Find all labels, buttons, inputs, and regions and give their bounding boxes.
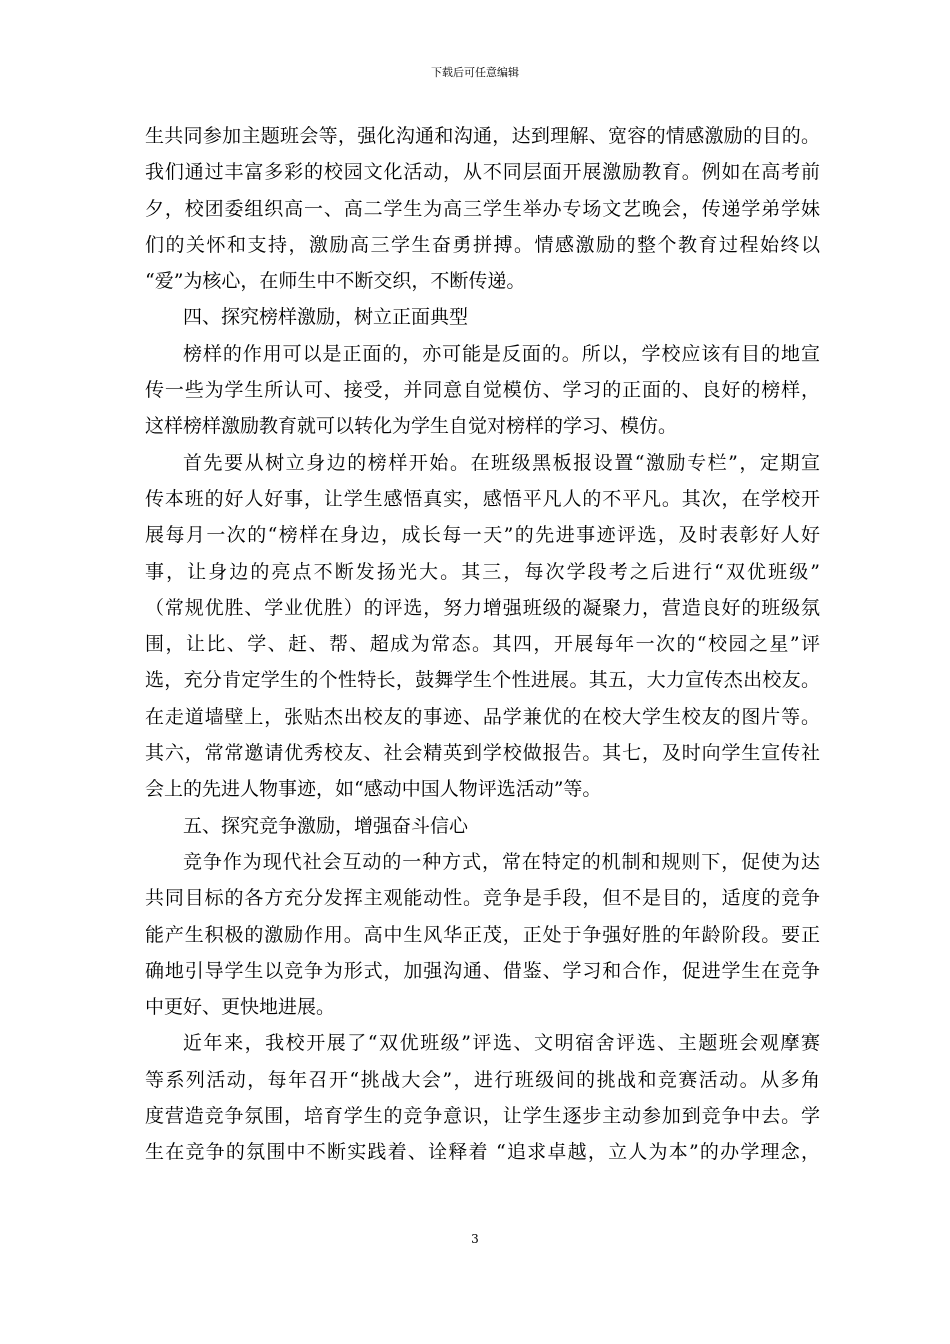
text-line: “爱”为核心，在师生中不断交织，不断传递。	[145, 270, 526, 293]
document-body	[145, 118, 820, 1171]
text-line: 选，充分肯定学生的个性特长，鼓舞学生个性进展。其五，大力宣传杰出校友。	[145, 669, 820, 692]
text-line: 生在竞争的氛围中不断实践着、诠释着 “追求卓越，立人为本”的办学理念，	[145, 1141, 820, 1164]
text-line: 其六，常常邀请优秀校友、社会精英到学校做报告。其七，及时向学生宣传社	[145, 742, 820, 765]
paragraph-first-line: 首先要从树立身边的榜样开始。在班级黑板报设置“激励专栏”，定期宣	[183, 451, 820, 474]
text-line: 在走道墙壁上，张贴杰出校友的事迹、品学兼优的在校大学生校友的图片等。	[145, 705, 820, 728]
paragraph-first-line: 近年来，我校开展了“双优班级”评选、文明宿舍评选、主题班会观摩赛	[183, 1032, 820, 1055]
text-line: 们的关怀和支持，激励高三学生奋勇拼搏。情感激励的整个教育过程始终以	[145, 233, 820, 256]
paragraph-first-line: 竞争作为现代社会互动的一种方式，常在特定的机制和规则下，促使为达	[183, 850, 820, 873]
paragraph-first-line: 五、探究竞争激励，增强奋斗信心	[183, 814, 469, 837]
text-line: 展每月一次的“榜样在身边，成长每一天”的先进事迹评选，及时表彰好人好	[145, 524, 820, 547]
text-line: 等系列活动，每年召开“挑战大会”，进行班级间的挑战和竞赛活动。从多角	[145, 1068, 820, 1091]
paragraph-first-line: 榜样的作用可以是正面的，亦可能是反面的。所以，学校应该有目的地宣	[183, 342, 820, 365]
text-line: 围，让比、学、赶、帮、超成为常态。其四，开展每年一次的“校园之星”评	[145, 633, 820, 656]
text-line: 传本班的好人好事，让学生感悟真实，感悟平凡人的不平凡。其次，在学校开	[145, 487, 820, 510]
page-header: 下载后可任意编辑	[431, 66, 519, 79]
text-line: 夕，校团委组织高一、高二学生为高三学生举办专场文艺晚会，传递学弟学妹	[145, 197, 820, 220]
text-line: 我们通过丰富多彩的校园文化活动，从不同层面开展激励教育。例如在高考前	[145, 161, 820, 184]
text-line: 这样榜样激励教育就可以转化为学生自觉对榜样的学习、模仿。	[145, 415, 678, 438]
paragraph-first-line: 四、探究榜样激励，树立正面典型	[183, 306, 469, 329]
text-line: 传一些为学生所认可、接受，并同意自觉模仿、学习的正面的、良好的榜样，	[145, 379, 820, 402]
text-line: 中更好、更快地进展。	[145, 996, 336, 1019]
text-line: 度营造竞争氛围，培育学生的竞争意识，让学生逐步主动参加到竞争中去。学	[145, 1105, 820, 1128]
text-line: （常规优胜、学业优胜）的评选，努力增强班级的凝聚力，营造良好的班级氛	[145, 596, 820, 619]
text-line: 事，让身边的亮点不断发扬光大。其三，每次学段考之后进行“双优班级”	[145, 560, 820, 583]
page-number: 3	[471, 1232, 479, 1246]
text-line: 共同目标的各方充分发挥主观能动性。竞争是手段，但不是目的，适度的竞争	[145, 887, 820, 910]
text-line: 能产生积极的激励作用。高中生风华正茂，正处于争强好胜的年龄阶段。要正	[145, 923, 820, 946]
text-line: 生共同参加主题班会等，强化沟通和沟通，达到理解、宽容的情感激励的目的。	[145, 125, 820, 147]
text-line: 会上的先进人物事迹，如“感动中国人物评选活动”等。	[145, 778, 602, 801]
text-line: 确地引导学生以竞争为形式，加强沟通、借鉴、学习和合作，促进学生在竞争	[145, 959, 820, 982]
